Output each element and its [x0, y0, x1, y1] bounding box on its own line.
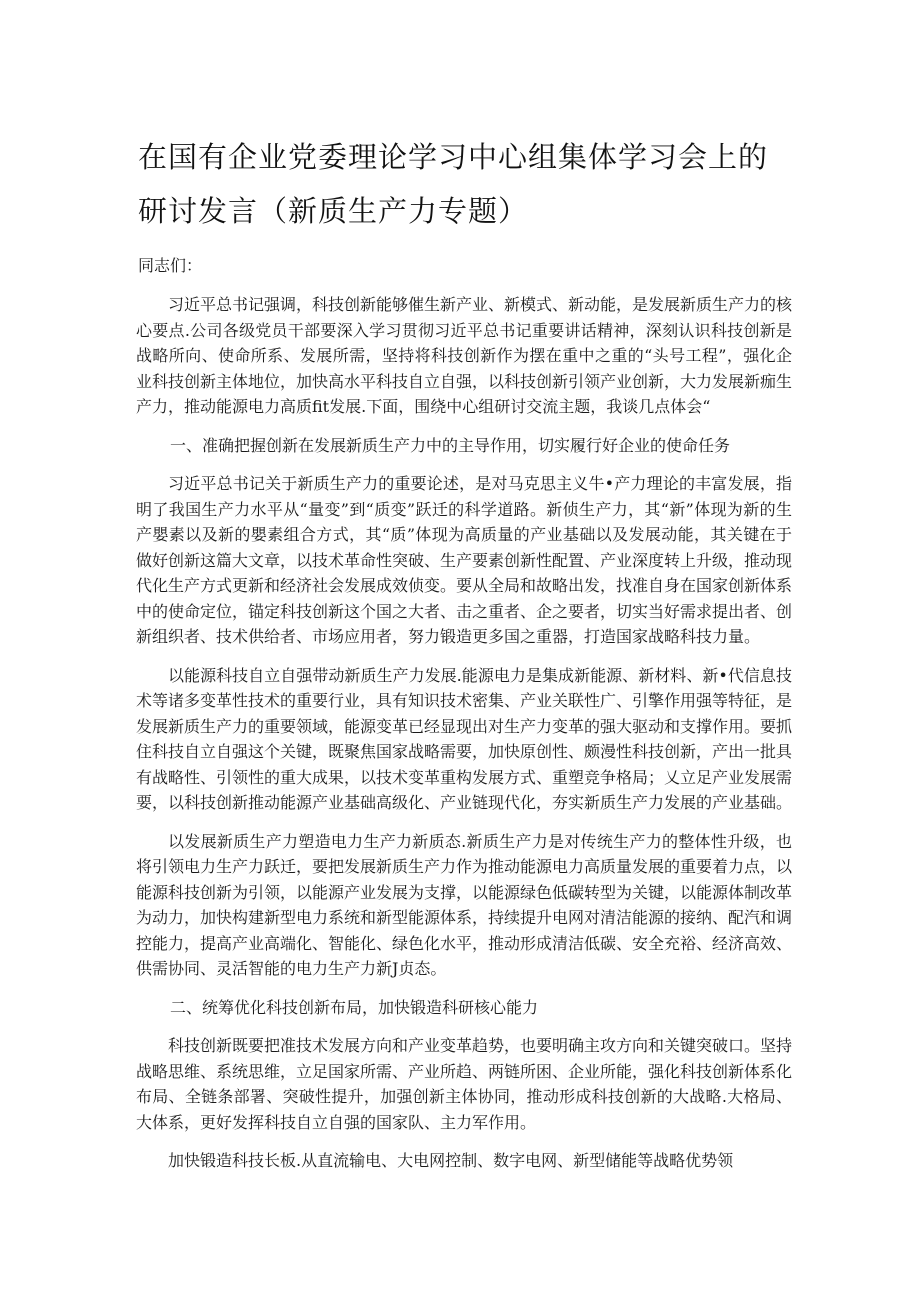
document-page: [136, 130, 793, 1187]
document-title: 在国有企业党委理论学习中心组集体学习会上的研讨发言（新质生产力专题）: [138, 140, 769, 228]
paragraph-body: 以发展新质生产力塑造电力生产力新质态.新质生产力是对传统生产力的整体性升级，也将引领电力生产力跃迁，要把发展新质生产力作为推动能源电力高质量发展的重要着力点，以能源科技创新为引领，以能源产业发展为支撑，以能源绿色低碳转型为关键，以能源体制改革为动力，加快构建新型电力系统和新型能源体系，持续提升电网对清洁能源的接纳、配汽和调控能力，提高产业高端化、智能化、绿色化水平，推动形成清洁低碳、安全充裕、经济高效、供需协同、灵活智能的电力生产力新J贞态。: [136, 831, 793, 978]
paragraph-body: 加快锻造科技长板.从直流输电、大电网控制、数字电网、新型储能等战略优势领: [168, 1151, 734, 1170]
paragraph-intro: 习近平总书记强调，科技创新能够催生新产业、新模式、新动能，是发展新质生产力的核心要点.公司各级党员干部要深入学习贯彻习近平总书记重要讲话精神，深刻认识科技创新是战略所向、使命所系、发展所需，坚持将科技创新作为摆在重中之重的“头号工程”，强化企业科技创新主体地位，加快高水平科技自立自强，以科技创新引领产业创新，大力发展新痂生产力，推动能源电力高质fit发展.下面，围绕中心组研讨交流主题，我谈几点体会“: [136, 295, 793, 416]
section-heading-1: 一、准确把握创新在发展新质生产力中的主导作用，切实履行好企业的使命任务: [170, 435, 731, 455]
salutation: 同志们：: [138, 256, 203, 275]
paragraph-body: 习近平总书记关于新质生产力的重要论述，是对马克思主义牛•产力理论的丰富发展，指明了我国生产力水平从“量变”到“质变”跃迁的科学道路。新侦生产力，其“新”体现为新的生产嬰素以及新的嬰素组合方式，其“质”体现为高质量的产业基础以及发展动能，其关键在于做好创新这篇大文章，以技术革命性突破、生产要素创新性配置、产业深度转上升级，推动现代化生产方式更新和经济社会发展成效侦变。要从全局和故略出发，找准自身在国家创新体系中的使命定位，锚定科技创新这个国之大者、击之重者、企之要者，切实当好需求提出者、创新组织者、技术供给者、市场应用者，努力锻造更多国之重器，打造国家战略科技力量。: [136, 474, 793, 646]
paragraph-body: 科技创新既要把准技术发展方向和产业变革趋势，也要明确主攻方向和关键突破口。坚持战略思维、系统思维，立足国家所需、产业所趋、两链所困、企业所能，强化科技创新体系化布局、全链条部署、突破性提升，加强创新主体协同，推动形成科技创新的大战略.大格局、大体系，更好发挥科技自立自强的国家队、主力军作用。: [136, 1036, 793, 1132]
paragraph-body: 以能源科技自立自强带动新质生产力发展.能源电力是集成新能源、新材料、新•代信息技术等诸多变革性技术的重要行业，具有知识技术密集、产业关联性广、引擎作用强等特征，是发展新质生产力的重要领域，能源变革已经显现出对生产力变革的强大驱动和支撑作用。要抓住科技自立自强这个关键，既聚焦国家战略需要，加快原创性、颇漫性科技创新，产出一批具有战略性、引领性的重大成果，以技术变革重构发展方式、重塑竞争格局；乂立足产业发展需要，以科技创新推动能源产业基础高级化、产业链现代化，夯实新质生产力发展的产业基础。: [136, 665, 793, 812]
section-heading-2: 二、统筹优化科技创新布局，加快锻造科研核心能力: [170, 997, 539, 1017]
